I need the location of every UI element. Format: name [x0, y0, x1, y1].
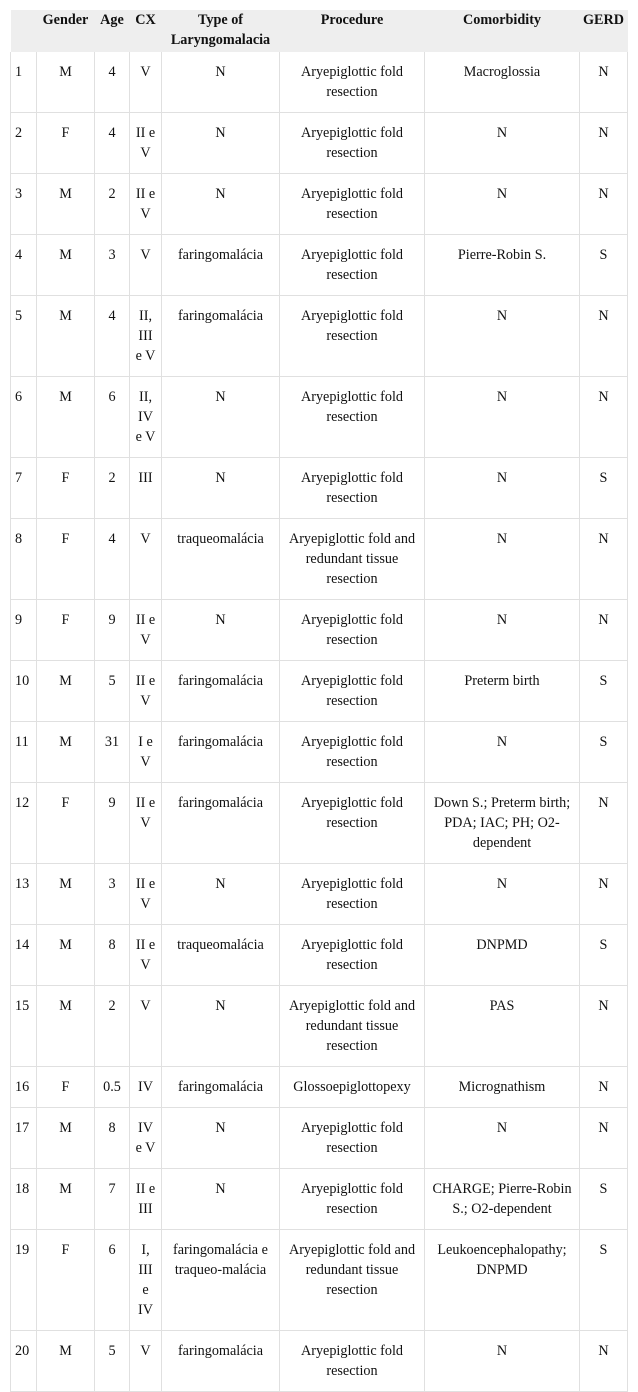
cell-gender: M	[37, 52, 95, 113]
table-row	[11, 377, 628, 458]
cell-cx: IV	[130, 1067, 162, 1108]
cell-age: 6	[95, 1230, 130, 1331]
cell-cx: V	[130, 235, 162, 296]
cell-type: faringomalácia	[162, 661, 280, 722]
table-body	[11, 52, 628, 1392]
cell-type: N	[162, 600, 280, 661]
cell-cx: II e V	[130, 783, 162, 864]
cell-age: 4	[95, 52, 130, 113]
table-row	[11, 519, 628, 600]
cell-age: 4	[95, 519, 130, 600]
cell-comorbidity: N	[425, 1331, 580, 1392]
cell-comorbidity: N	[425, 296, 580, 377]
cell-comorbidity: N	[425, 1108, 580, 1169]
cell-comorbidity: N	[425, 377, 580, 458]
cell-cx: II e III	[130, 1169, 162, 1230]
cell-comorbidity: Preterm birth	[425, 661, 580, 722]
cell-gender: M	[37, 235, 95, 296]
cell-comorbidity: CHARGE; Pierre-Robin S.; O2-dependent	[425, 1169, 580, 1230]
cell-gerd: N	[580, 864, 628, 925]
cell-gerd: S	[580, 235, 628, 296]
cell-age: 8	[95, 1108, 130, 1169]
cell-cx: III	[130, 458, 162, 519]
cell-comorbidity: N	[425, 519, 580, 600]
header-index	[11, 10, 37, 52]
cell-age: 6	[95, 377, 130, 458]
table-header-row	[11, 10, 628, 52]
header-age: Age	[100, 12, 124, 28]
cell-index: 8	[11, 519, 37, 600]
table-row	[11, 1331, 628, 1392]
cell-index: 19	[11, 1230, 37, 1331]
cell-type: N	[162, 458, 280, 519]
cell-cx: I, III e IV	[130, 1230, 162, 1331]
cell-cx: II, IV e V	[130, 377, 162, 458]
cell-procedure: Aryepiglottic fold and redundant tissue resection	[280, 1230, 425, 1331]
cell-age: 3	[95, 864, 130, 925]
cell-gender: M	[37, 174, 95, 235]
cell-procedure: Aryepiglottic fold resection	[280, 600, 425, 661]
cell-type: traqueomalácia	[162, 519, 280, 600]
cell-index: 14	[11, 925, 37, 986]
cell-age: 5	[95, 1331, 130, 1392]
cell-gerd: N	[580, 174, 628, 235]
cell-gender: M	[37, 1169, 95, 1230]
cell-procedure: Aryepiglottic fold resection	[280, 377, 425, 458]
cell-cx: II e V	[130, 174, 162, 235]
header-procedure: Procedure	[320, 12, 384, 28]
table-row	[11, 864, 628, 925]
cell-type: N	[162, 1169, 280, 1230]
cell-type: N	[162, 52, 280, 113]
header-gender: Gender	[42, 12, 89, 28]
cell-type: faringomalácia e traqueo-malácia	[162, 1230, 280, 1331]
cell-cx: II e V	[130, 925, 162, 986]
cell-procedure: Aryepiglottic fold resection	[280, 783, 425, 864]
cell-gender: F	[37, 519, 95, 600]
table-row	[11, 986, 628, 1067]
cell-gender: M	[37, 925, 95, 986]
cell-type: N	[162, 377, 280, 458]
cell-index: 20	[11, 1331, 37, 1392]
cell-index: 6	[11, 377, 37, 458]
cell-gerd: N	[580, 519, 628, 600]
cell-gender: F	[37, 783, 95, 864]
cell-comorbidity: DNPMD	[425, 925, 580, 986]
cell-age: 9	[95, 600, 130, 661]
cell-cx: II e V	[130, 661, 162, 722]
cell-comorbidity: Leukoencephalopathy; DNPMD	[425, 1230, 580, 1331]
table-row	[11, 1169, 628, 1230]
cell-gender: F	[37, 600, 95, 661]
cell-gender: M	[37, 722, 95, 783]
table-row	[11, 113, 628, 174]
cell-gender: M	[37, 864, 95, 925]
table-row	[11, 1230, 628, 1331]
cell-procedure: Aryepiglottic fold resection	[280, 864, 425, 925]
cell-procedure: Aryepiglottic fold resection	[280, 174, 425, 235]
cell-gender: M	[37, 661, 95, 722]
cell-gerd: N	[580, 52, 628, 113]
cell-index: 18	[11, 1169, 37, 1230]
cell-gender: M	[37, 1108, 95, 1169]
cell-gerd: N	[580, 113, 628, 174]
cell-gender: F	[37, 1067, 95, 1108]
cell-procedure: Aryepiglottic fold resection	[280, 1331, 425, 1392]
cell-index: 1	[11, 52, 37, 113]
cell-procedure: Aryepiglottic fold resection	[280, 296, 425, 377]
cell-gerd: S	[580, 458, 628, 519]
cell-index: 7	[11, 458, 37, 519]
cell-gender: M	[37, 1331, 95, 1392]
cell-comorbidity: N	[425, 113, 580, 174]
cell-type: traqueomalácia	[162, 925, 280, 986]
cell-procedure: Aryepiglottic fold resection	[280, 925, 425, 986]
cell-procedure: Aryepiglottic fold and redundant tissue resection	[280, 986, 425, 1067]
table-row	[11, 925, 628, 986]
cell-gerd: S	[580, 661, 628, 722]
cell-procedure: Aryepiglottic fold resection	[280, 458, 425, 519]
cell-index: 12	[11, 783, 37, 864]
table-row	[11, 52, 628, 113]
table-row	[11, 458, 628, 519]
cell-gerd: S	[580, 925, 628, 986]
cell-index: 10	[11, 661, 37, 722]
cell-age: 8	[95, 925, 130, 986]
cell-cx: II e V	[130, 113, 162, 174]
cell-procedure: Glossoepiglottopexy	[280, 1067, 425, 1108]
table-row	[11, 296, 628, 377]
cell-procedure: Aryepiglottic fold and redundant tissue resection	[280, 519, 425, 600]
cell-comorbidity: Micrognathism	[425, 1067, 580, 1108]
cell-age: 7	[95, 1169, 130, 1230]
cell-index: 15	[11, 986, 37, 1067]
cell-comorbidity: N	[425, 600, 580, 661]
cell-age: 4	[95, 113, 130, 174]
cell-gender: F	[37, 1230, 95, 1331]
header-cx: CX	[135, 12, 156, 28]
cell-index: 3	[11, 174, 37, 235]
cell-gender: M	[37, 986, 95, 1067]
cell-index: 2	[11, 113, 37, 174]
cell-type: N	[162, 174, 280, 235]
cell-type: faringomalácia	[162, 1331, 280, 1392]
cell-type: faringomalácia	[162, 296, 280, 377]
cell-index: 5	[11, 296, 37, 377]
cell-age: 2	[95, 458, 130, 519]
cell-index: 9	[11, 600, 37, 661]
cell-procedure: Aryepiglottic fold resection	[280, 661, 425, 722]
cell-type: N	[162, 1108, 280, 1169]
cell-cx: II e V	[130, 864, 162, 925]
cell-cx: V	[130, 986, 162, 1067]
cell-cx: V	[130, 1331, 162, 1392]
cell-gerd: N	[580, 1067, 628, 1108]
cell-age: 31	[95, 722, 130, 783]
cell-gender: F	[37, 458, 95, 519]
table-row	[11, 1108, 628, 1169]
cell-gerd: N	[580, 1331, 628, 1392]
cell-comorbidity: N	[425, 174, 580, 235]
header-gerd: GERD	[583, 12, 624, 28]
cell-comorbidity: Down S.; Preterm birth; PDA; IAC; PH; O2-dependent	[425, 783, 580, 864]
cell-cx: II e V	[130, 600, 162, 661]
header-comorbidity: Comorbidity	[462, 12, 542, 28]
table-row	[11, 235, 628, 296]
cell-type: faringomalácia	[162, 1067, 280, 1108]
cell-age: 2	[95, 986, 130, 1067]
cell-gender: M	[37, 377, 95, 458]
cell-type: N	[162, 113, 280, 174]
cell-comorbidity: Macroglossia	[425, 52, 580, 113]
cell-age: 2	[95, 174, 130, 235]
cell-gerd: S	[580, 722, 628, 783]
cell-type: faringomalácia	[162, 235, 280, 296]
cell-procedure: Aryepiglottic fold resection	[280, 1108, 425, 1169]
header-type: Type of Laryngomalacia	[170, 12, 271, 48]
cell-type: faringomalácia	[162, 722, 280, 783]
cell-age: 3	[95, 235, 130, 296]
cell-gerd: N	[580, 600, 628, 661]
cell-comorbidity: N	[425, 864, 580, 925]
cell-procedure: Aryepiglottic fold resection	[280, 235, 425, 296]
cell-age: 5	[95, 661, 130, 722]
cell-comorbidity: Pierre-Robin S.	[425, 235, 580, 296]
cell-comorbidity: N	[425, 722, 580, 783]
cell-index: 4	[11, 235, 37, 296]
cell-procedure: Aryepiglottic fold resection	[280, 52, 425, 113]
cell-procedure: Aryepiglottic fold resection	[280, 1169, 425, 1230]
cell-gerd: N	[580, 1108, 628, 1169]
cell-age: 0.5	[95, 1067, 130, 1108]
cell-gerd: N	[580, 296, 628, 377]
table-row	[11, 661, 628, 722]
cell-gerd: S	[580, 1230, 628, 1331]
cell-gerd: S	[580, 1169, 628, 1230]
cell-index: 11	[11, 722, 37, 783]
table-row	[11, 783, 628, 864]
cell-procedure: Aryepiglottic fold resection	[280, 722, 425, 783]
table-row	[11, 722, 628, 783]
cell-index: 13	[11, 864, 37, 925]
cell-age: 4	[95, 296, 130, 377]
cell-cx: II, III e V	[130, 296, 162, 377]
cell-gender: F	[37, 113, 95, 174]
data-table	[10, 10, 628, 1392]
cell-gerd: N	[580, 377, 628, 458]
cell-comorbidity: PAS	[425, 986, 580, 1067]
cell-comorbidity: N	[425, 458, 580, 519]
table-row	[11, 174, 628, 235]
cell-cx: I e V	[130, 722, 162, 783]
table-row	[11, 600, 628, 661]
cell-gerd: N	[580, 783, 628, 864]
cell-gender: M	[37, 296, 95, 377]
cell-index: 17	[11, 1108, 37, 1169]
cell-procedure: Aryepiglottic fold resection	[280, 113, 425, 174]
cell-gerd: N	[580, 986, 628, 1067]
cell-cx: IV e V	[130, 1108, 162, 1169]
cell-type: faringomalácia	[162, 783, 280, 864]
table-row	[11, 1067, 628, 1108]
cell-age: 9	[95, 783, 130, 864]
cell-cx: V	[130, 519, 162, 600]
cell-cx: V	[130, 52, 162, 113]
cell-type: N	[162, 864, 280, 925]
cell-type: N	[162, 986, 280, 1067]
cell-index: 16	[11, 1067, 37, 1108]
